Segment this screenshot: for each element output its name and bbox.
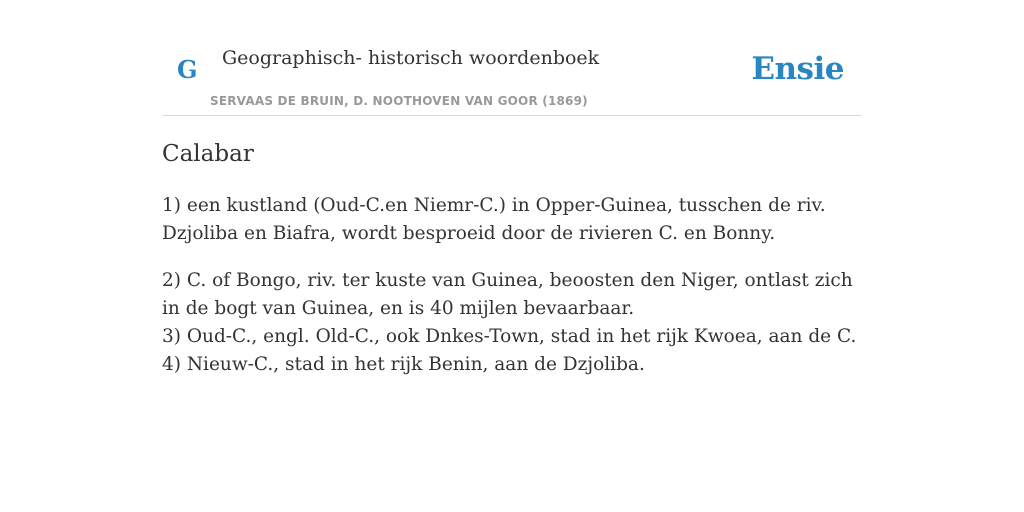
- definition-line: 2) C. of Bongo, riv. ter kuste van Guinea, beoosten den Niger, ontlast zich in de bogt van Guinea, en is 40 mijlen bevaarbaar.: [162, 270, 853, 319]
- definition-line: 3) Oud-C., engl. Old-C., ook Dnkes-Town, stad in het rijk Kwoea, aan de C.: [162, 326, 857, 347]
- definition-paragraph: [162, 192, 862, 248]
- entry-content: [162, 137, 862, 379]
- site-header: [162, 0, 862, 116]
- definition-line: 4) Nieuw-C., stad in het rijk Benin, aan de Dzjoliba.: [162, 354, 645, 375]
- definition-line: 1) een kustland (Oud-C.en Niemr-C.) in Opper-Guinea, tusschen de riv. Dzjoliba en Biafra, wordt besproeid door de rivieren C. en Bonny.: [162, 195, 826, 244]
- ensie-logo-link[interactable]: Ensie: [751, 51, 844, 87]
- definition-paragraph: [162, 267, 862, 379]
- book-title[interactable]: Geographisch- historisch woordenboek: [222, 47, 600, 69]
- book-logo-letter[interactable]: G: [177, 55, 198, 84]
- book-author: SERVAAS DE BRUIN, D. NOOTHOVEN VAN GOOR (1869): [210, 94, 588, 108]
- entry-title: Calabar: [162, 141, 254, 167]
